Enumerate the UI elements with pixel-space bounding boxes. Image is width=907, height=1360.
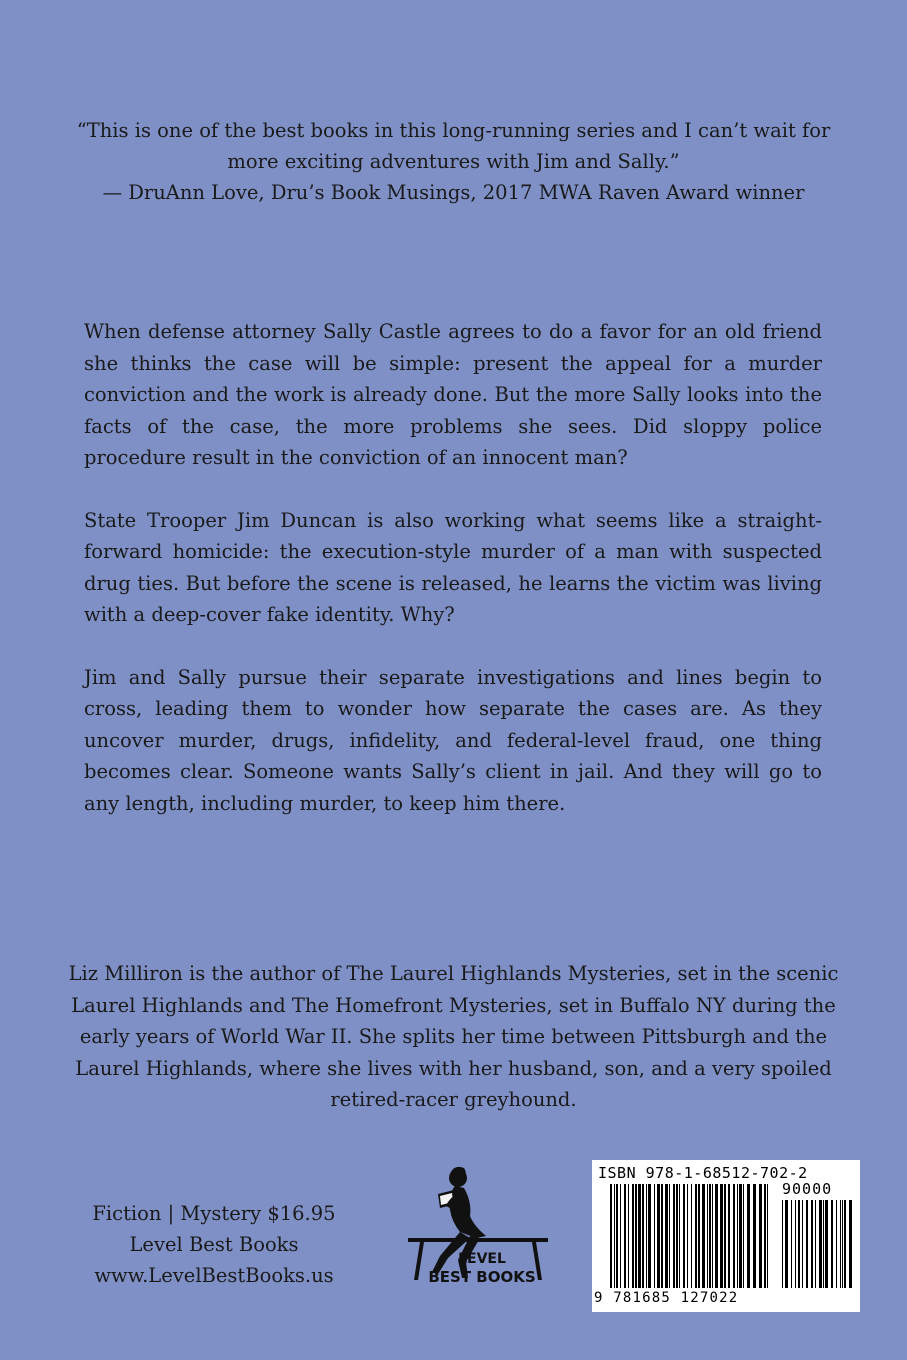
woman-reading-on-bench-icon — [400, 1160, 560, 1300]
blurb-paragraph: Jim and Sally pursue their separate investigations and lines begin to cross, leading them to wonder how separate the cases are. As they uncover murder, drugs, infidelity, and federal-level fraud, one thing becomes clear. Someone wants Sally’s client in jail. And they will go to any length, including murder, to keep him there. — [84, 665, 822, 815]
book-blurb — [84, 316, 822, 850]
logo-line1: LEVEL — [458, 1251, 506, 1267]
quote-attribution: — DruAnn Love, Dru’s Book Musings, 2017 MWA Raven Award winner — [102, 181, 805, 204]
author-bio-text: Liz Milliron is the author of The Laurel Highlands Mysteries, set in the scenic Laurel Highlands and The Homefront Mysteries, set in Buffalo NY during the early years of World War II. She splits her time between Pittsburgh and the Laurel Highlands, where she lives with her husband, son, and a very spoiled retired-racer greyhound. — [68, 962, 839, 1111]
quote-text: “This is one of the best books in this long-running series and I can’t wait for more exciting adventures with Jim and Sally.” — [76, 119, 831, 173]
price-addon-code: 90000 — [782, 1180, 833, 1198]
isbn-label: ISBN 978-1-68512-702-2 — [598, 1164, 808, 1182]
publisher-website: www.LevelBestBooks.us — [94, 1264, 334, 1287]
author-bio — [60, 958, 847, 1116]
blurb-paragraph: When defense attorney Sally Castle agrees to do a favor for an old friend she thinks the case will be simple: present the appeal for a murder conviction and the work is already done. But the more Sally looks into the facts of the case, the more problems she sees. Did sloppy police procedure result in the conviction of an innocent man? — [84, 320, 822, 469]
publisher-info — [60, 1198, 368, 1291]
publisher-name: Level Best Books — [129, 1233, 299, 1256]
isbn-barcode — [592, 1160, 860, 1312]
genre-price: Fiction | Mystery $16.95 — [92, 1202, 336, 1225]
blurb-paragraph: State Trooper Jim Duncan is also working what seems like a straight-forward homicide: the execution-style murder of a man with suspected drug ties. But before the scene is released, he learns the victim was living with a deep-cover fake identity. Why? — [84, 508, 822, 626]
ean-digits: 9 781685 127022 — [594, 1290, 739, 1306]
review-quote — [60, 115, 847, 208]
publisher-logo — [400, 1160, 560, 1300]
logo-line2: BEST BOOKS — [428, 1268, 536, 1286]
